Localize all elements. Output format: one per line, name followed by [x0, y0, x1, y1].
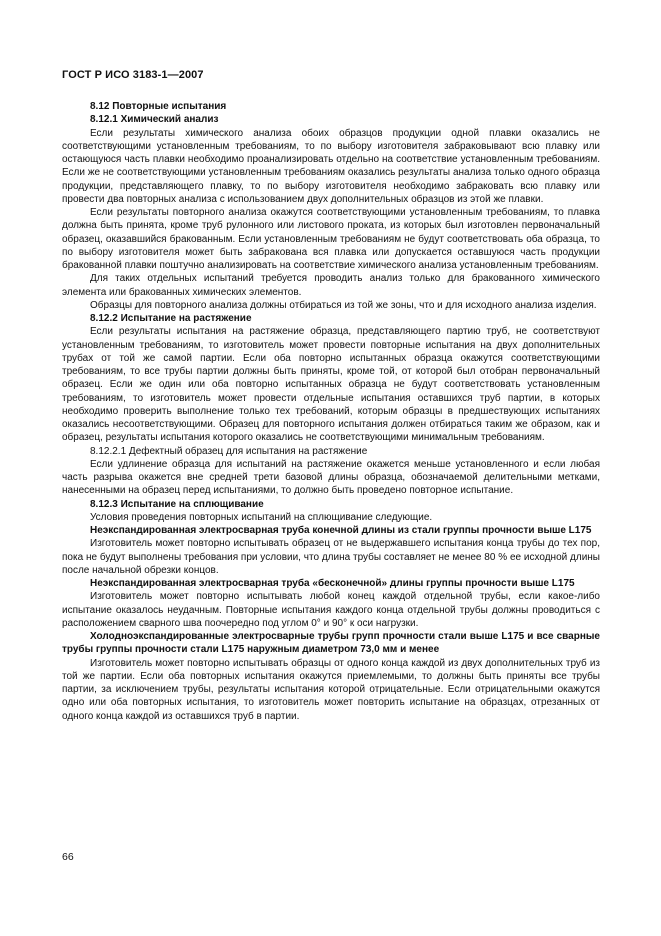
- paragraph: Условия проведения повторных испытаний на сплющивание следующие.: [90, 511, 433, 523]
- subsection-title: Неэкспандированная электросварная труба конечной длины из стали группы прочности выше L175: [90, 525, 592, 536]
- paragraph: Изготовитель может повторно испытывать образец от не выдержавшего испытания конца трубы до тех пор, пока не будут выполнены требования при условии, что длина трубы составляет не менее 80 % ее исходной длины после начальной обрезки концов.: [62, 538, 600, 576]
- subsection-title: Неэкспандированная электросварная труба «бесконечной» длины группы прочности выше L175: [90, 578, 575, 589]
- section-heading: 8.12 Повторные испытания: [90, 101, 227, 112]
- paragraph: Если результаты химического анализа обоих образцов продукции одной плавки оказались не соответствующими установленным требованиям, то по выбору изготовителя забраковывают всю плавку или остающуюся часть плавки необходимо проанализировать отдельно на соответствие установленным требованиям. Если же не соответствующими установленным требованиям оказались результаты анализа только одного образца продукции, представляющего плавку, то по выбору изготовителя необходимо забраковать всю плавку или провести два повторных анализа с использованием двух дополнительных образцов из этой же плавки.: [62, 127, 600, 205]
- document-body: [62, 100, 600, 723]
- paragraph: Если результаты испытания на растяжение образца, представляющего партию труб, не соответствуют установленным требованиям, то изготовитель может провести повторные испытания на двух дополнительных трубах от той же самой партии. Если оба повторно испытанных образца окажутся соответствующими требованиям, то все трубы партии должны быть приняты, кроме той, от которой был отобран первоначальный образец. Если же один или оба повторно испытанных образца не будут соответствовать установленным требованиям, то изготовитель может провести отдельные испытания оставшихся труб партии, в которых необходимо проверить выполнение только тех требований, которым образцы в предшествующих испытаниях оказались несоответствующими. Образец для повторного испытания должен отбираться таким же образом, как и образец, результаты испытания которого оказались не соответствующими минимальным требованиям.: [62, 326, 600, 444]
- subsection-title: Холодноэкспандированные электросварные трубы групп прочности стали выше L175 и все сварные трубы группы прочности стали L175 наружным диаметром 73,0 мм и менее: [62, 631, 600, 656]
- section-heading: 8.12.2 Испытание на растяжение: [90, 313, 252, 324]
- paragraph: Изготовитель может повторно испытывать любой конец каждой отдельной трубы, если какое-либо испытание оказалось неудачным. Повторные испытания каждого конца отдельной трубы должны проводиться с расположением сварного шва поочередно под углом 0° и 90° к оси нагрузки.: [62, 591, 600, 629]
- section-heading: 8.12.1 Химический анализ: [90, 114, 219, 126]
- paragraph: Образцы для повторного анализа должны отбираться из той же зоны, что и для исходного анализа изделия.: [90, 299, 597, 311]
- section-heading: 8.12.3 Испытание на сплющивание: [90, 498, 264, 510]
- standard-header: ГОСТ Р ИСО 3183-1—2007: [62, 69, 204, 81]
- paragraph: 8.12.2.1 Дефектный образец для испытания на растяжение: [90, 445, 368, 457]
- paragraph: Если результаты повторного анализа окажутся соответствующими установленным требованиям, то плавка должна быть принята, кроме труб рулонного или листового проката, из которых был изготовлен первоначальный образец, оказавшийся бракованным. Если установленным требованиям не будут соответствовать оба образца, то по выбору изготовителя может быть забракована вся плавка или допускается оставшуюся часть продукции бракованной плавки поштучно анализировать на соответствие химического анализа установленным требованиям.: [62, 207, 600, 271]
- page-number: 66: [62, 851, 74, 863]
- paragraph: Изготовитель может повторно испытывать образцы от одного конца каждой из двух дополнительных труб из той же партии. Если оба повторных испытания окажутся приемлемыми, то должны быть приняты все трубы партии, за исключением трубы, результаты испытания которой отрицательные. Если отрицательными окажутся одно или оба повторных испытания, то изготовитель может повторить испытание на образцах, отрезанных от одного конца каждой из оставшихся труб в партии.: [62, 657, 600, 722]
- paragraph: Если удлинение образца для испытаний на растяжение окажется меньше установленного и если любая часть разрыва окажется вне средней трети базовой длины образца, обозначаемой делительными метками, нанесенными на образец перед испытаниями, то должно быть проведено повторное испытание.: [62, 458, 600, 497]
- paragraph: Для таких отдельных испытаний требуется проводить анализ только для бракованного химического элемента или бракованных химических элементов.: [62, 273, 600, 298]
